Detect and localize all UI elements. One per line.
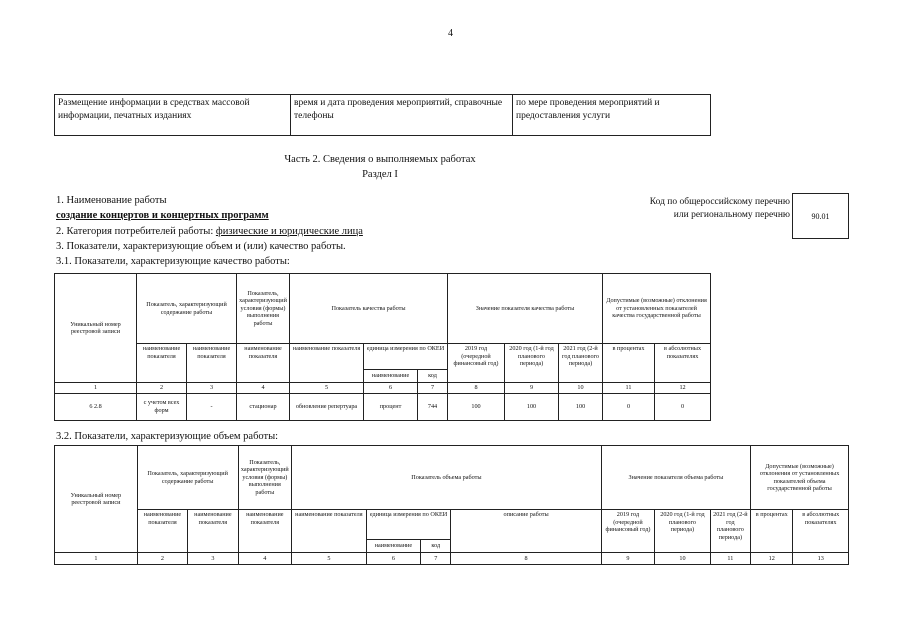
info-cell-time: время и дата проведения мероприятий, справочные телефоны [291,95,513,136]
v-h-percent: в процентах [751,510,793,553]
q-cell: 0 [655,393,711,420]
info-cell-schedule: по мере проведения мероприятий и предоставления услуги [513,95,711,136]
work-name-label: 1. Наименование работы [56,195,167,206]
q-cell: 100 [505,393,559,420]
v-num: 1 [55,553,138,565]
q-num: 11 [603,383,655,394]
v-num: 12 [751,553,793,565]
v-h-2020: 2020 год (1-й год планового периода) [655,510,710,553]
q-num: 8 [448,383,505,394]
q-num: 12 [655,383,711,394]
q-h-unit: единица измерения по ОКЕИ [364,344,448,370]
q-cell: обновление репертуара [290,393,364,420]
q-h-unit-code: код [418,370,448,383]
q-num: 10 [559,383,603,394]
v-number-row [55,553,849,565]
v-num: 8 [451,553,601,565]
info-table [54,94,711,136]
q-num: 3 [187,383,237,394]
v-h-unit: единица измерения по ОКЕИ [366,510,451,540]
info-cell-media: Размещение информации в средствах массовой информации, печатных изданиях [55,95,291,136]
part-title: Часть 2. Сведения о выполняемых работах [284,154,476,165]
v-num: 2 [137,553,187,565]
quality-table [54,273,711,421]
indicators-label: 3. Показатели, характеризующие объем и (или) качество работы. [56,241,346,252]
q-h-2019: 2019 год (очередной финансовый год) [448,344,505,383]
q-cell: 6 2.8 [55,393,137,420]
v-h-value: Значение показателя объема работы [601,446,750,510]
q-h-value: Значение показателя качества работы [448,274,603,344]
q-h-percent: в процентах [603,344,655,383]
v-h-unit-name: наименование [366,540,420,553]
v-h-conditions: Показатель, характеризующий условия (формы) выполнения работы [238,446,291,510]
q-h-unit-name: наименование [364,370,418,383]
q-num: 5 [290,383,364,394]
consumers-label: 2. Категория потребителей работы: [56,226,214,237]
q-h-deviation: Допустимые (возможные) отклонения от установленных показателей качества государственной работы [603,274,711,344]
section-title: Раздел I [362,169,398,180]
v-h-desc: описание работы [451,510,601,553]
v-h-content: Показатель, характеризующий содержание работы [137,446,238,510]
v-h-unique: Уникальный номер реестровой записи [55,446,138,553]
q-cell: 100 [559,393,603,420]
q-num: 6 [364,383,418,394]
v-num: 3 [188,553,238,565]
v-num: 6 [366,553,420,565]
v-num: 10 [655,553,710,565]
v-h-name3: наименование показателя [238,510,291,553]
q-h-name3: наименование показателя [237,344,290,383]
v-num: 4 [238,553,291,565]
v-num: 5 [292,553,367,565]
q-cell: 0 [603,393,655,420]
q-num: 9 [505,383,559,394]
v-h-volume: Показатель объема работы [292,446,602,510]
v-h-name1: наименование показателя [137,510,187,553]
q-cell: 744 [418,393,448,420]
q-h-name4: наименование показателя [290,344,364,383]
q-cell: процент [364,393,418,420]
q-cell: с учетом всех форм [137,393,187,420]
v-num: 9 [601,553,654,565]
v-h-name2: наименование показателя [188,510,238,553]
v-h-deviation: Допустимые (возможные) отклонения от установленных показателей объема государственной работы [751,446,849,510]
q-h-absolute: в абсолютных показателях [655,344,711,383]
q-h-quality: Показатель качества работы [290,274,448,344]
v-num: 11 [710,553,750,565]
q-num: 7 [418,383,448,394]
consumers-value: физические и юридические лица [215,226,363,237]
v-h-name4: наименование показателя [292,510,367,553]
volume-label: 3.2. Показатели, характеризующие объем работы: [56,431,279,442]
q-h-unique: Уникальный номер реестровой записи [55,274,137,383]
q-cell: - [187,393,237,420]
q-data-row [55,393,711,420]
q-num: 4 [237,383,290,394]
volume-table [54,445,849,565]
q-h-conditions: Показатель, характеризующий условия (формы) выполнения работы [237,274,290,344]
v-h-absolute: в абсолютных показателях [793,510,849,553]
v-h-unit-code: код [421,540,451,553]
q-h-name2: наименование показателя [187,344,237,383]
v-h-2019: 2019 год (очередной финансовый год) [601,510,654,553]
page-number: 4 [448,28,453,39]
code-box: 90.01 [792,193,849,239]
work-name-value: создание концертов и концертных программ [56,210,269,221]
v-num: 13 [793,553,849,565]
q-cell: стационар [237,393,290,420]
v-num: 7 [421,553,451,565]
q-h-name1: наименование показателя [137,344,187,383]
quality-label: 3.1. Показатели, характеризующие качество работы: [56,256,290,267]
q-num: 1 [55,383,137,394]
q-num: 2 [137,383,187,394]
consumers-line [56,226,363,237]
q-h-2020: 2020 год (1-й год планового периода) [505,344,559,383]
q-number-row [55,383,711,394]
q-h-2021: 2021 год (2-й год планового периода) [559,344,603,383]
v-h-2021: 2021 год (2-й год планового периода) [710,510,750,553]
q-cell: 100 [448,393,505,420]
code-label: Код по общероссийскому перечню или региональному перечню [649,197,790,220]
q-h-content: Показатель, характеризующий содержание работы [137,274,237,344]
